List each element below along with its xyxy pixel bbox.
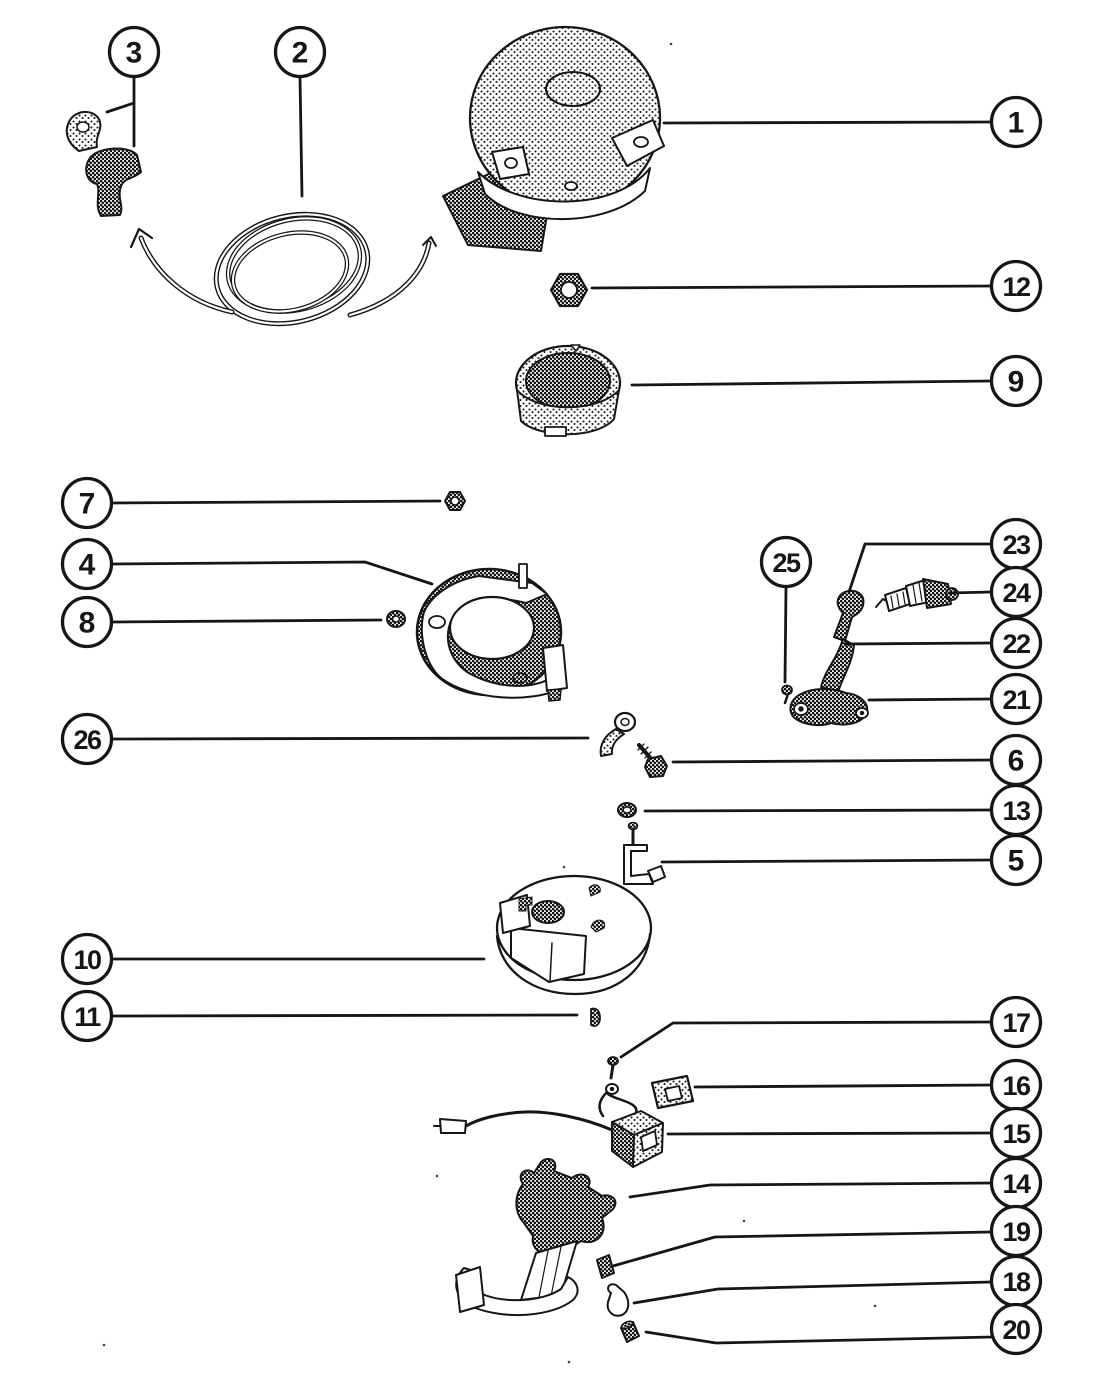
flywheel-shape	[511, 928, 586, 982]
callout-12	[592, 262, 1041, 311]
leader-line-25	[785, 587, 786, 682]
callout-number-24: 24	[1002, 578, 1030, 608]
leader-line-17	[621, 1022, 991, 1057]
leader-line-1	[664, 122, 991, 123]
callout-22	[845, 619, 1041, 668]
breaker-screw-shape	[600, 1092, 607, 1116]
leader-line-2	[300, 77, 302, 196]
stator-assembly-shape	[543, 645, 567, 691]
ignition-coil-shape	[821, 639, 854, 692]
callout-19	[613, 1207, 1041, 1267]
part-breaker-plate	[652, 1076, 693, 1108]
scan-speck	[568, 1361, 571, 1364]
callout-26	[63, 715, 589, 764]
plunger-shape	[608, 1284, 629, 1315]
part-cap-nut	[620, 1320, 639, 1342]
support-bracket-shape	[624, 845, 653, 884]
callout-8	[63, 598, 382, 647]
breaker-screw-shape	[611, 1065, 613, 1078]
scan-speck	[563, 866, 566, 869]
breaker-plate-shape	[665, 1086, 682, 1101]
part-washer	[618, 803, 636, 817]
callout-14	[630, 1159, 1041, 1208]
callout-16	[695, 1061, 1041, 1110]
callout-15	[668, 1109, 1041, 1158]
washer-shape	[623, 807, 631, 813]
callout-number-11: 11	[74, 1002, 100, 1032]
stator-assembly-shape	[519, 564, 527, 588]
mounting-bolt-shape	[645, 756, 667, 777]
part-cable-clamp	[601, 713, 635, 756]
leader-line-22	[845, 643, 991, 644]
scan-speck	[436, 1175, 439, 1178]
part-stator-nut	[445, 492, 465, 510]
callout-number-2: 2	[291, 36, 309, 70]
callout-18	[634, 1257, 1041, 1306]
recoil-starter-assembly-shape	[505, 158, 517, 168]
callout-number-23: 23	[1002, 530, 1030, 560]
part-recoil-starter-assembly	[443, 27, 664, 251]
callout-number-18: 18	[1002, 1267, 1030, 1297]
coil-box-shape	[440, 1119, 466, 1133]
ignition-coil-shape	[799, 707, 804, 712]
callout-number-5: 5	[1007, 844, 1025, 878]
callout-10	[63, 935, 485, 984]
scan-speck	[743, 1220, 746, 1223]
part-rope-handle	[67, 112, 141, 216]
callout-number-4: 4	[78, 548, 96, 582]
callout-number-10: 10	[73, 945, 101, 975]
part-starter-cup	[516, 345, 620, 436]
callout-4	[63, 540, 433, 589]
terminal-screw-shape	[785, 694, 788, 703]
leader-line-14	[630, 1183, 991, 1197]
cable-clamp-shape	[601, 729, 624, 756]
callout-1	[664, 98, 1041, 147]
leader-line-24	[949, 592, 991, 593]
leader-line-8	[112, 620, 381, 622]
callout-number-25: 25	[772, 548, 800, 578]
leader-line-18	[634, 1282, 991, 1303]
grommet-shape	[393, 616, 400, 622]
part-spark-plug	[876, 579, 958, 611]
recoil-starter-assembly-shape	[565, 182, 577, 190]
coil-box-shape	[466, 1112, 612, 1130]
leader-line-11	[112, 1015, 577, 1016]
callout-20	[646, 1305, 1041, 1354]
flywheel-shape	[532, 901, 564, 923]
scan-speck	[103, 1344, 106, 1347]
part-coil-box	[434, 1094, 663, 1167]
leader-line-6	[673, 760, 991, 762]
scan-speck	[874, 1305, 877, 1308]
callout-number-16: 16	[1002, 1071, 1030, 1101]
callout-17	[621, 998, 1041, 1058]
part-flywheel-nut	[551, 274, 587, 306]
recoil-starter-assembly-shape	[546, 72, 600, 106]
leader-line-20	[646, 1332, 992, 1343]
terminal-screw-shape	[782, 686, 792, 695]
part-stator-assembly	[417, 564, 567, 701]
part-support-bracket	[624, 823, 665, 885]
callout-number-14: 14	[1002, 1169, 1030, 1199]
drive-key-shape	[591, 1009, 600, 1026]
recoil-starter-assembly-shape	[634, 137, 648, 147]
leader-line-21	[869, 699, 991, 700]
roller-shape	[597, 1255, 614, 1278]
callout-25	[762, 538, 811, 683]
starter-cup-shape	[526, 353, 610, 409]
part-starter-rope	[131, 199, 436, 339]
leader-line-9	[632, 381, 991, 385]
callout-number-17: 17	[1002, 1008, 1030, 1038]
leader-line-4	[112, 562, 432, 584]
part-mounting-bolt	[638, 744, 667, 777]
breaker-screw-shape	[610, 1087, 614, 1091]
rope-handle-shape	[86, 149, 141, 216]
callout-7	[63, 479, 441, 528]
callout-21	[869, 675, 1041, 724]
callout-number-15: 15	[1002, 1119, 1030, 1149]
leader-line-7	[112, 501, 440, 503]
callout-number-13: 13	[1002, 796, 1030, 826]
callout-6	[673, 736, 1041, 785]
callout-number-8: 8	[78, 606, 96, 640]
leader-line-15	[668, 1133, 991, 1134]
stator-nut-shape	[451, 497, 459, 505]
leader-line-13	[645, 810, 991, 811]
ignition-coil-shape	[860, 711, 864, 715]
part-plunger	[608, 1284, 629, 1315]
starter-lockout-bracket-shape	[516, 1159, 615, 1255]
part-breaker-screw	[600, 1057, 618, 1116]
part-flywheel	[497, 876, 651, 994]
part-drive-key	[591, 1009, 600, 1026]
ignition-coil-shape	[834, 591, 863, 641]
callout-number-12: 12	[1002, 272, 1030, 302]
leader-line-5	[662, 860, 991, 862]
part-starter-lockout-bracket	[456, 1159, 615, 1315]
callout-5	[662, 836, 1041, 885]
stator-assembly-shape	[513, 673, 527, 683]
leader-line-16	[695, 1085, 991, 1087]
callout-3	[107, 28, 159, 147]
callout-number-26: 26	[73, 725, 101, 755]
callout-11	[63, 992, 578, 1041]
callout-number-3: 3	[125, 36, 143, 70]
callout-number-7: 7	[78, 487, 96, 521]
parts-layer	[67, 27, 958, 1363]
stator-assembly-shape	[429, 616, 445, 628]
callout-number-6: 6	[1007, 744, 1025, 778]
callout-number-9: 9	[1007, 365, 1025, 399]
part-roller	[597, 1255, 614, 1278]
coil-box-shape	[608, 1094, 636, 1113]
part-terminal-screw	[782, 686, 792, 704]
callout-9	[632, 357, 1041, 406]
stator-assembly-shape	[548, 689, 561, 701]
callout-number-1: 1	[1007, 106, 1025, 140]
callout-13	[645, 786, 1041, 835]
part-ignition-coil	[790, 591, 868, 725]
leader-line-12	[592, 286, 991, 288]
rope-handle-shape	[77, 122, 89, 132]
stator-assembly-shape	[450, 597, 534, 659]
callout-number-20: 20	[1002, 1315, 1030, 1345]
recoil-starter-assembly-shape	[470, 27, 660, 209]
starter-lockout-bracket-shape	[456, 1267, 484, 1312]
leader-line-19	[613, 1232, 991, 1266]
starter-cup-shape	[545, 427, 566, 436]
flywheel-nut-shape	[561, 282, 577, 298]
part-grommet	[387, 611, 405, 627]
callout-number-22: 22	[1002, 629, 1030, 659]
scan-speck	[670, 43, 673, 46]
callout-number-21: 21	[1002, 685, 1030, 715]
callout-2	[276, 28, 325, 197]
cable-clamp-shape	[621, 719, 629, 726]
leader-line-3	[107, 103, 134, 112]
leader-line-26	[112, 738, 588, 739]
callout-24	[949, 568, 1041, 617]
callout-number-19: 19	[1002, 1217, 1030, 1247]
